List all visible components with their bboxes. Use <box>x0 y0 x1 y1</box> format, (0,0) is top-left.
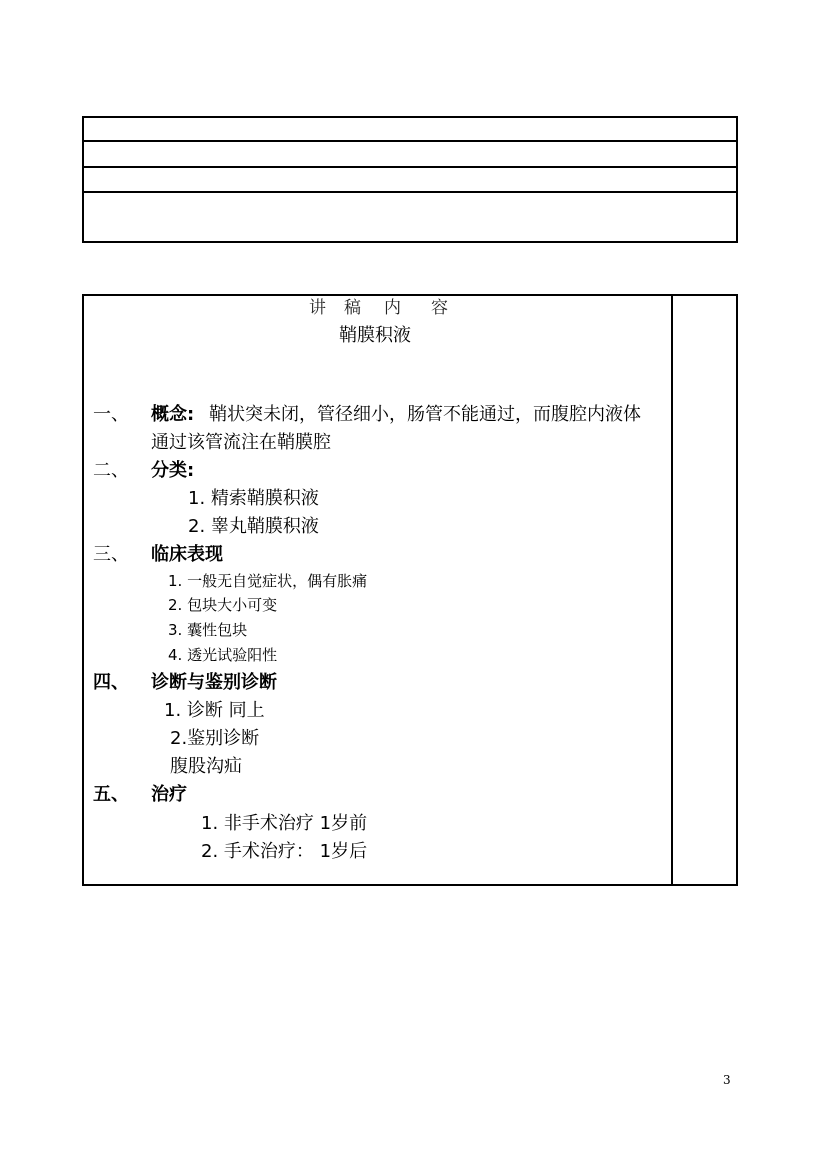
list-item: 4. 透光试验阳性 <box>168 646 278 664</box>
list-item: 2. 手术治疗： 1岁后 <box>201 841 368 862</box>
section-text: 鞘状突未闭，管径细小，肠管不能通过，而腹腔内液体 <box>209 404 641 425</box>
header-form-table <box>82 116 738 243</box>
list-item: 2. 包块大小可变 <box>168 596 278 614</box>
section-title: 概念: <box>151 404 195 425</box>
list-item: 1. 精索鞘膜积液 <box>188 488 319 509</box>
section-number: 一、 <box>93 404 129 425</box>
section-number: 二、 <box>93 460 129 481</box>
section-title: 分类: <box>151 460 195 481</box>
form-row <box>84 142 736 168</box>
form-row <box>84 168 736 193</box>
form-row <box>84 193 736 241</box>
section-title: 诊断与鉴别诊断 <box>151 672 277 693</box>
page-number: 3 <box>723 1073 731 1087</box>
list-item: 2. 睾丸鞘膜积液 <box>188 516 319 537</box>
list-item: 腹股沟疝 <box>170 756 242 777</box>
section-number: 四、 <box>93 672 129 693</box>
section-number: 五、 <box>93 784 129 805</box>
list-item: 1. 诊断 同上 <box>164 700 265 721</box>
list-item: 2.鉴别诊断 <box>170 728 260 749</box>
list-item: 3. 囊性包块 <box>168 621 248 639</box>
header-char: 内 <box>384 298 401 318</box>
notes-column-divider <box>671 296 673 884</box>
section-number: 三、 <box>93 544 129 565</box>
list-item: 1. 一般无自觉症状，偶有胀痛 <box>168 572 368 590</box>
header-char: 容 <box>431 298 448 318</box>
section-title: 治疗 <box>151 784 187 805</box>
header-char: 稿 <box>344 298 361 318</box>
section-title: 临床表现 <box>151 544 223 565</box>
lecture-notes-table <box>82 294 738 886</box>
lecture-subtitle: 鞘膜积液 <box>339 325 411 346</box>
section-text: 通过该管流注在鞘膜腔 <box>151 432 331 453</box>
list-item: 1. 非手术治疗 1岁前 <box>201 813 368 834</box>
form-row <box>84 118 736 142</box>
header-char: 讲 <box>309 298 326 318</box>
